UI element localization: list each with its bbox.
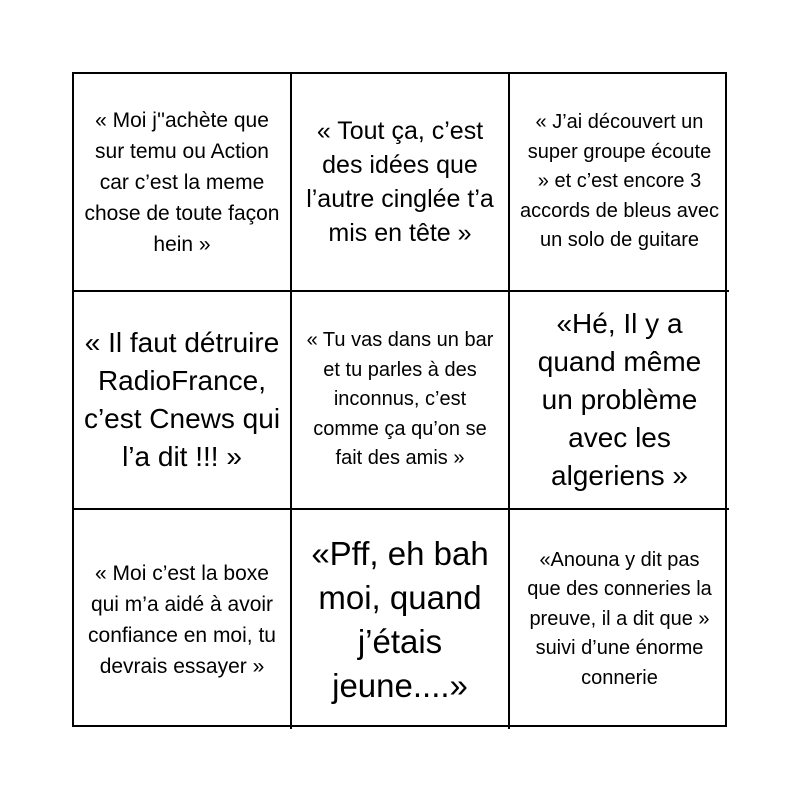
bingo-cell-text: «Anouna y dit pas que des conneries la preuve, il a dit que » suivi d’une énorme connerie (527, 548, 712, 689)
bingo-cell-5[interactable] (292, 292, 510, 510)
bingo-cell-2[interactable] (292, 74, 510, 292)
bingo-cell-text: « Tout ça, c’est des idées que l’autre cinglée t’a mis en tête » (306, 117, 494, 247)
bingo-cell-9[interactable] (510, 510, 729, 729)
bingo-cell-text: « Tu vas dans un bar et tu parles à des inconnus, c’est comme ça qu’on se fait des amis » (306, 329, 494, 470)
bingo-cell-8[interactable] (292, 510, 510, 729)
bingo-cell-text: «Hé, Il y a quand même un problème avec les algeriens » (537, 308, 702, 491)
bingo-cell-1[interactable] (74, 74, 292, 292)
bingo-cell-text: « Moi j''achète que sur temu ou Action car c’est la meme chose de toute façon hein » (84, 108, 280, 256)
bingo-cell-text: « Il faut détruire RadioFrance, c’est Cnews qui l’a dit !!! » (83, 327, 281, 472)
bingo-cell-text: «Pff, eh bah moi, quand j’étais jeune....» (311, 534, 489, 704)
bingo-cell-text: « J’ai découvert un super groupe écoute » et c’est encore 3 accords de bleus avec un solo de guitare (520, 111, 720, 252)
bingo-cell-6[interactable] (510, 292, 729, 510)
bingo-cell-7[interactable] (74, 510, 292, 729)
bingo-cell-text: « Moi c’est la boxe qui m’a aidé à avoir confiance en moi, tu devrais essayer » (88, 561, 276, 678)
bingo-card (72, 72, 727, 727)
bingo-cell-4[interactable] (74, 292, 292, 510)
bingo-cell-3[interactable] (510, 74, 729, 292)
